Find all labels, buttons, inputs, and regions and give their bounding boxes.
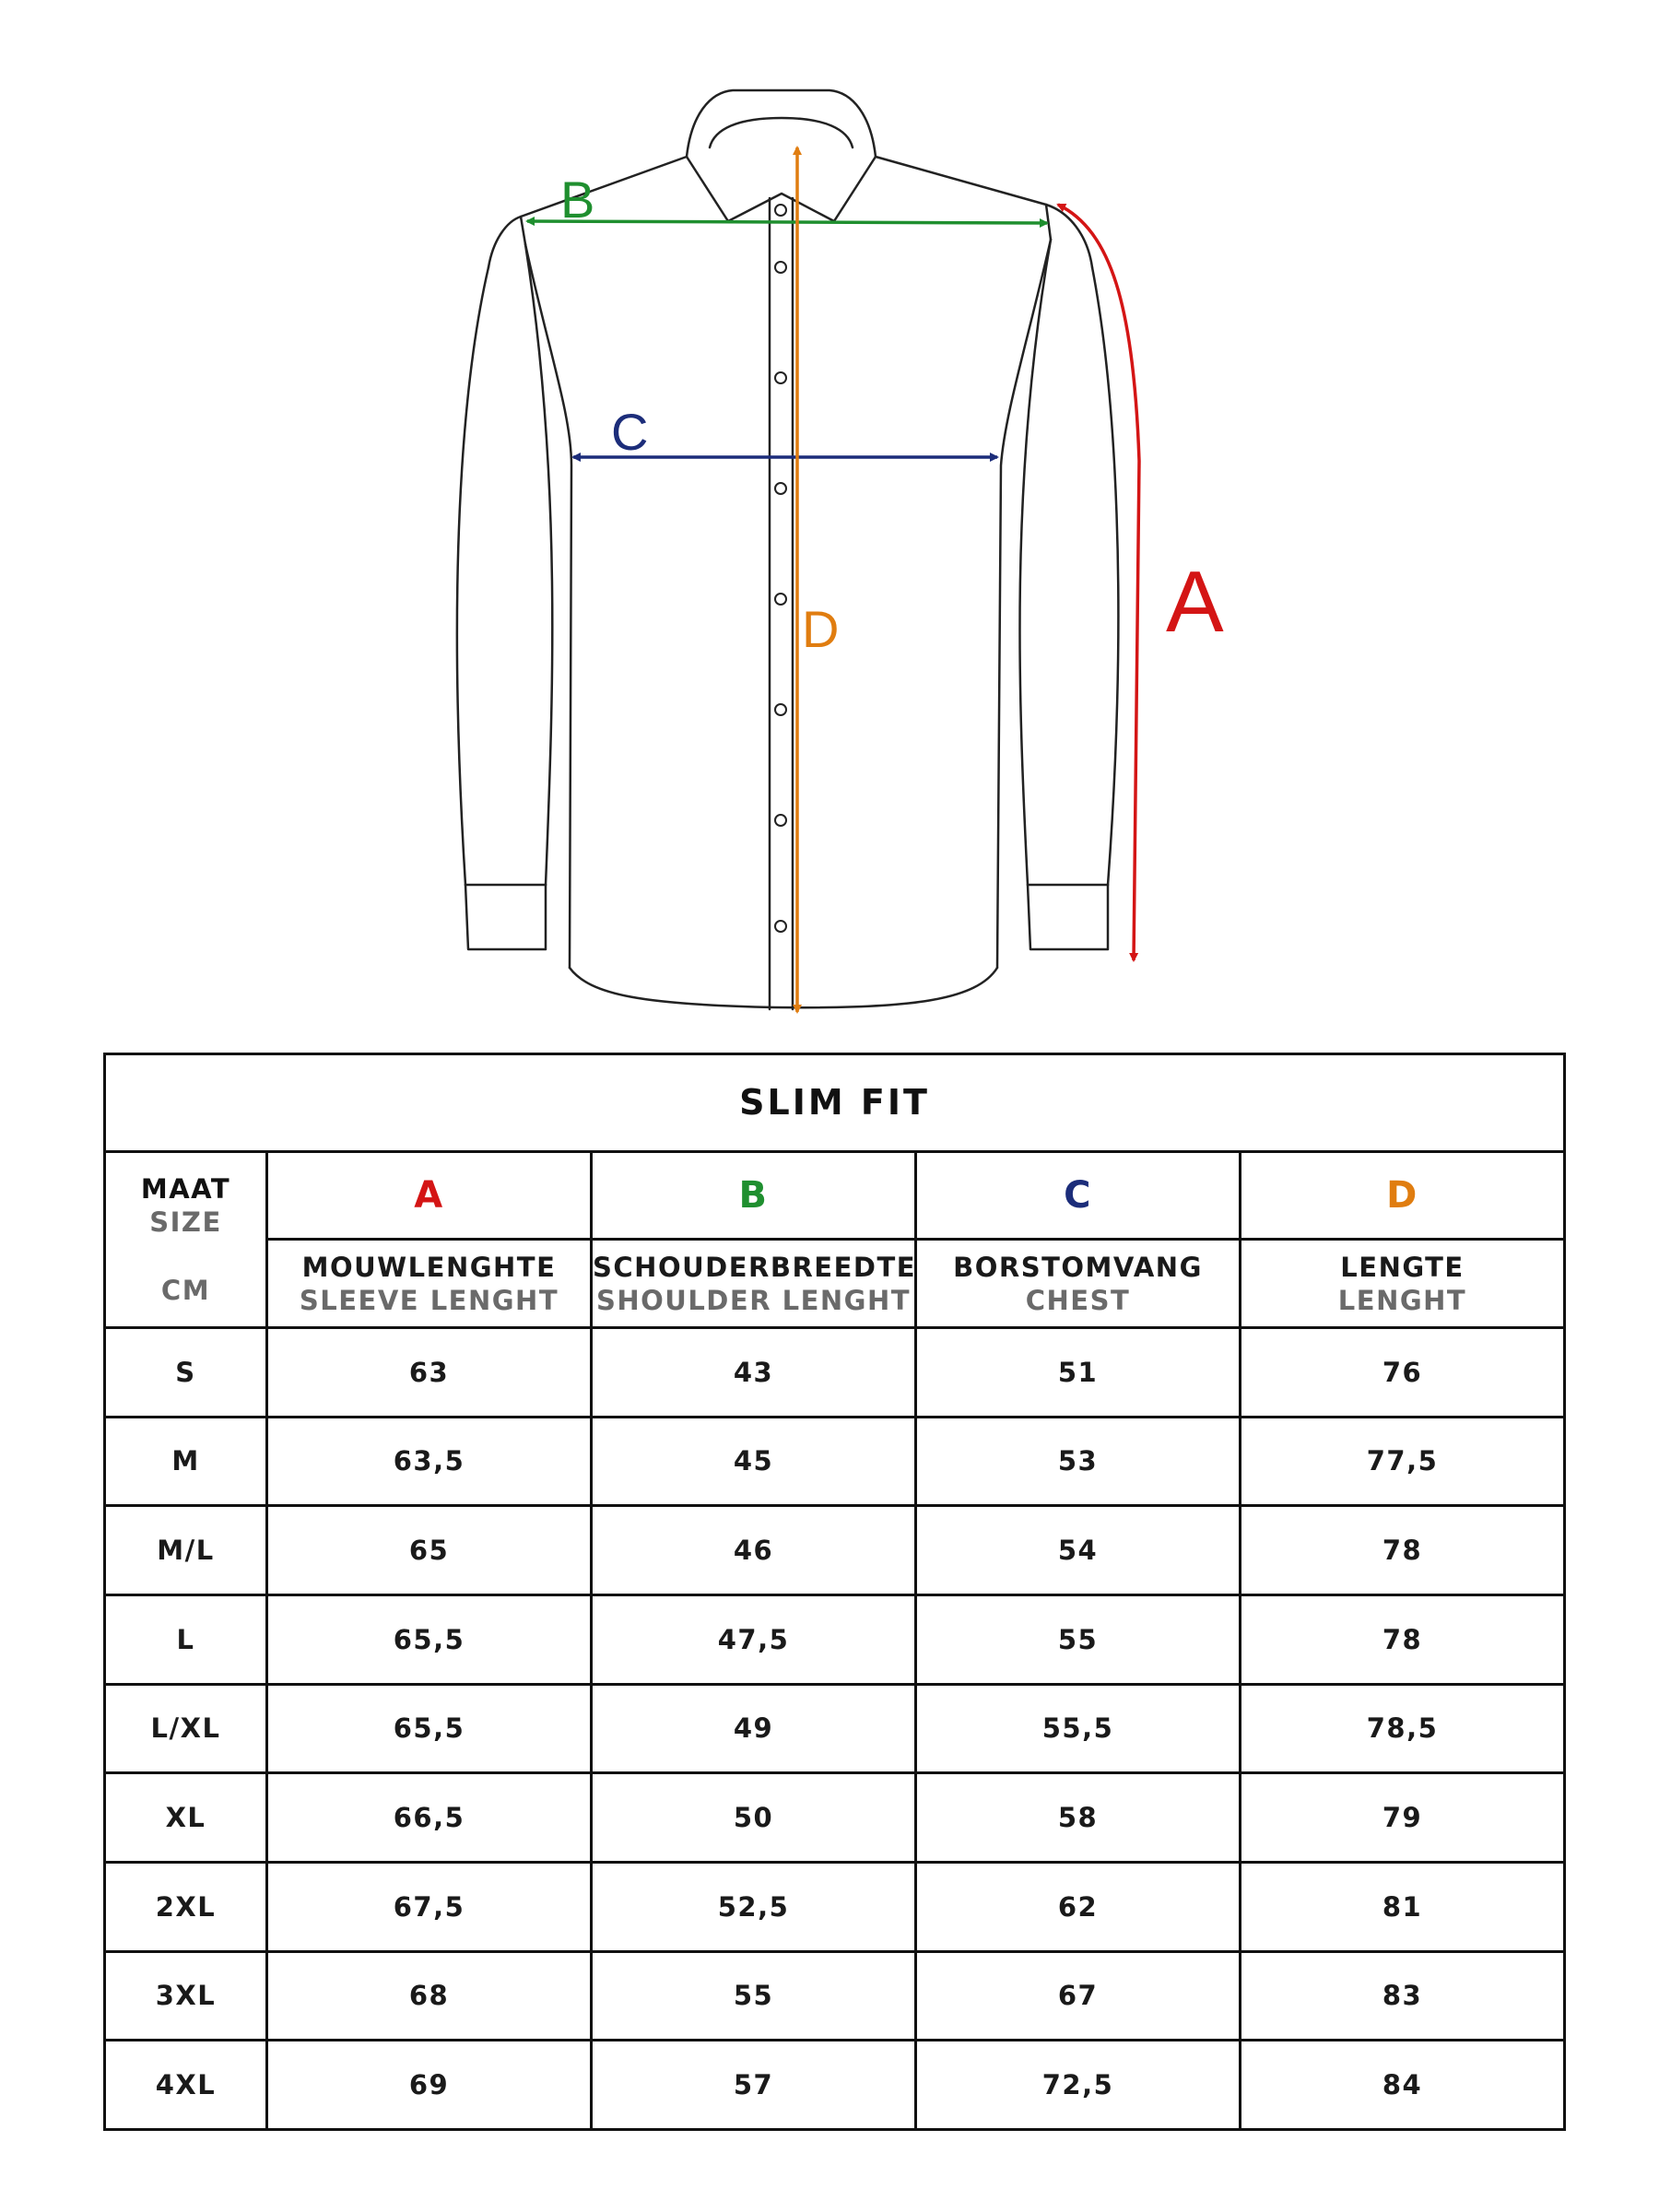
size-cell: XL (105, 1773, 267, 1863)
table-row (105, 1328, 1565, 1418)
value-cell-d: 81 (1241, 1862, 1565, 1951)
value-cell-a: 65,5 (267, 1684, 592, 1773)
shirt-buttons (775, 205, 786, 932)
column-letter-b: B (592, 1151, 916, 1240)
size-header-en: SIZE (149, 1206, 222, 1238)
value-cell-b: 43 (592, 1328, 916, 1418)
value-cell-d: 77,5 (1241, 1417, 1565, 1506)
size-cell: L/XL (105, 1684, 267, 1773)
value-cell-d: 78 (1241, 1594, 1565, 1684)
value-cell-b: 49 (592, 1684, 916, 1773)
column-label-d (1241, 1240, 1565, 1328)
column-label-row (105, 1240, 1565, 1328)
column-label-a (267, 1240, 592, 1328)
column-label-c-en: CHEST (1025, 1284, 1131, 1316)
value-cell-c: 72,5 (916, 2041, 1241, 2130)
value-cell-c: 54 (916, 1506, 1241, 1595)
column-letter-c: C (916, 1151, 1241, 1240)
column-letter-d: D (1241, 1151, 1565, 1240)
table-row (105, 1594, 1565, 1684)
size-header-unit: CM (160, 1274, 211, 1306)
column-label-d-nl: LENGTE (1340, 1251, 1465, 1283)
table-row (105, 1862, 1565, 1951)
size-cell: M (105, 1417, 267, 1506)
dimension-d-label: D (802, 600, 840, 658)
value-cell-d: 78,5 (1241, 1684, 1565, 1773)
value-cell-c: 55 (916, 1594, 1241, 1684)
value-cell-a: 68 (267, 1951, 592, 2041)
value-cell-d: 76 (1241, 1328, 1565, 1418)
dimension-b-arrow (527, 221, 1047, 223)
size-header-cell (105, 1151, 267, 1327)
size-cell: 3XL (105, 1951, 267, 2041)
table-row (105, 2041, 1565, 2130)
shirt-measurement-diagram (0, 0, 1659, 1032)
size-chart-table (103, 1053, 1566, 2131)
value-cell-d: 79 (1241, 1773, 1565, 1863)
table-title-row (105, 1054, 1565, 1152)
value-cell-d: 84 (1241, 2041, 1565, 2130)
value-cell-c: 55,5 (916, 1684, 1241, 1773)
value-cell-a: 69 (267, 2041, 592, 2130)
value-cell-c: 58 (916, 1773, 1241, 1863)
value-cell-b: 55 (592, 1951, 916, 2041)
column-label-a-en: SLEEVE LENGHT (299, 1284, 559, 1316)
value-cell-c: 51 (916, 1328, 1241, 1418)
value-cell-a: 65 (267, 1506, 592, 1595)
column-label-a-nl: MOUWLENGHTE (301, 1251, 557, 1283)
column-label-b-en: SHOULDER LENGHT (595, 1284, 912, 1316)
column-label-c-nl: BORSTOMVANG (953, 1251, 1203, 1283)
value-cell-b: 50 (592, 1773, 916, 1863)
value-cell-c: 62 (916, 1862, 1241, 1951)
column-letter-a: A (267, 1151, 592, 1240)
size-cell: M/L (105, 1506, 267, 1595)
table-row (105, 1773, 1565, 1863)
table-row (105, 1417, 1565, 1506)
table-row (105, 1951, 1565, 2041)
value-cell-b: 45 (592, 1417, 916, 1506)
column-label-b-nl: SCHOUDERBREEDTE (593, 1251, 917, 1283)
dimension-a-arrow (1058, 205, 1139, 960)
column-letter-row (105, 1151, 1565, 1240)
value-cell-b: 46 (592, 1506, 916, 1595)
dimension-a-label: A (1166, 553, 1224, 650)
value-cell-b: 57 (592, 2041, 916, 2130)
value-cell-a: 66,5 (267, 1773, 592, 1863)
column-label-b (592, 1240, 916, 1328)
value-cell-b: 52,5 (592, 1862, 916, 1951)
value-cell-c: 53 (916, 1417, 1241, 1506)
shirt-illustration (0, 0, 1659, 1032)
column-label-c (916, 1240, 1241, 1328)
value-cell-c: 67 (916, 1951, 1241, 2041)
size-cell: 4XL (105, 2041, 267, 2130)
value-cell-a: 63,5 (267, 1417, 592, 1506)
size-header-nl: MAAT (140, 1172, 231, 1205)
value-cell-a: 63 (267, 1328, 592, 1418)
value-cell-a: 67,5 (267, 1862, 592, 1951)
size-cell: 2XL (105, 1862, 267, 1951)
table-row (105, 1506, 1565, 1595)
dimension-c-label: C (611, 403, 649, 461)
shirt-outline (457, 90, 1118, 1009)
dimension-b-label: B (560, 171, 595, 229)
size-cell: L (105, 1594, 267, 1684)
table-row (105, 1684, 1565, 1773)
value-cell-d: 78 (1241, 1506, 1565, 1595)
value-cell-d: 83 (1241, 1951, 1565, 2041)
column-label-d-en: LENGHT (1337, 1284, 1467, 1316)
size-cell: S (105, 1328, 267, 1418)
value-cell-b: 47,5 (592, 1594, 916, 1684)
value-cell-a: 65,5 (267, 1594, 592, 1684)
table-title: SLIM FIT (105, 1054, 1565, 1152)
